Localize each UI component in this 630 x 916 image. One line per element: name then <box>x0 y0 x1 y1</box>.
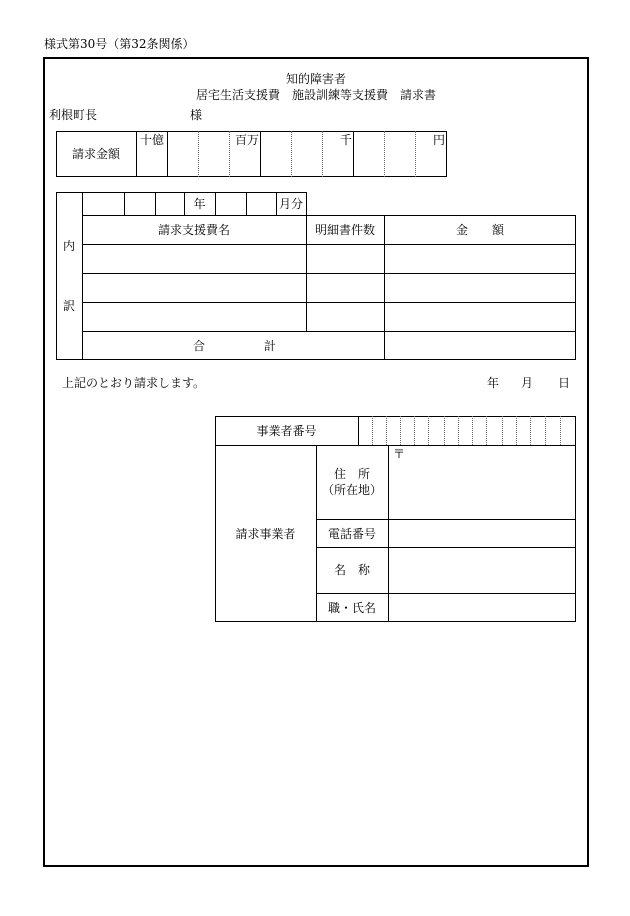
phone-label: 電話番号 <box>327 527 376 541</box>
breakdown-side-1: 内 <box>63 239 76 253</box>
addressee-honorific: 様 <box>190 108 203 122</box>
provider-number-label: 事業者番号 <box>256 424 317 438</box>
address-label-1: 住 所 <box>333 467 370 481</box>
rep-label: 職・氏名 <box>327 601 376 615</box>
header-service-name: 請求支援費名 <box>157 223 230 237</box>
address-label-2: （所在地） <box>321 483 382 497</box>
name-label: 名 称 <box>333 563 370 577</box>
breakdown-side-2: 訳 <box>63 299 76 313</box>
form-number: 様式第30号（第32条関係） <box>44 37 195 51</box>
amount-label: 請求金額 <box>71 147 120 161</box>
date-day: 日 <box>558 376 571 390</box>
title-line-2: 居宅生活支援費 施設訓練等支援費 請求書 <box>195 88 436 102</box>
addressee-name: 利根町長 <box>49 108 98 122</box>
period-year-label: 年 <box>193 197 206 211</box>
breakdown-table <box>56 192 576 360</box>
claimant-label: 請求事業者 <box>235 527 296 541</box>
unit-thousand: 千 <box>340 133 353 147</box>
date-month: 月 <box>521 376 534 390</box>
header-amount: 金 額 <box>455 223 504 237</box>
unit-billion: 十億 <box>140 133 165 147</box>
postal-mark: 〒 <box>393 447 406 461</box>
date-year: 年 <box>487 376 500 390</box>
statement: 上記のとおり請求します。 <box>62 376 206 390</box>
header-detail-count: 明細書件数 <box>314 223 375 237</box>
title-line-1: 知的障害者 <box>285 72 346 86</box>
unit-yen: 円 <box>433 133 446 147</box>
period-month-label: 月分 <box>278 197 303 211</box>
total-label-1: 合 <box>193 339 206 353</box>
unit-million: 百万 <box>235 133 260 147</box>
total-label-2: 計 <box>264 339 277 353</box>
